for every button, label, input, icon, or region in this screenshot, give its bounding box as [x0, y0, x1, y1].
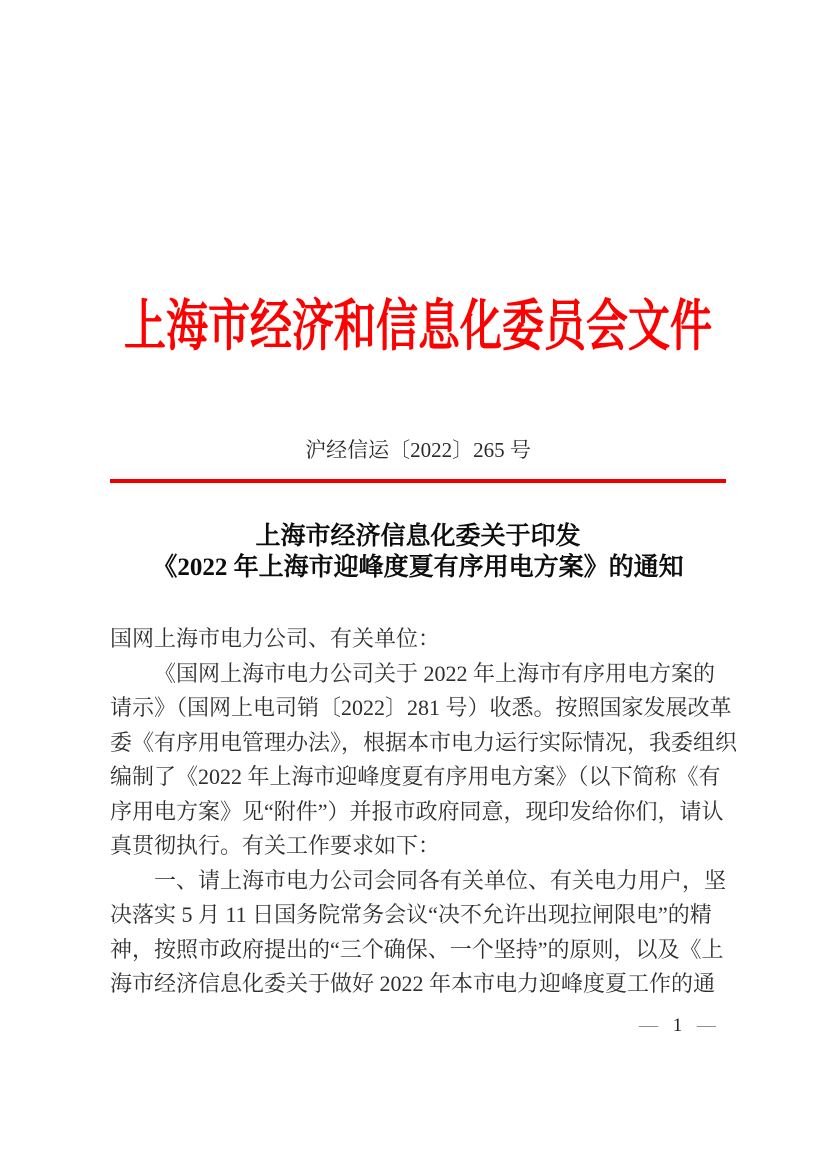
body-line: 国网上海市电力公司、有关单位：	[110, 626, 441, 651]
body-line: 决落实 5 月 11 日国务院常务会议“决不允许出现拉闸限电”的精	[110, 902, 712, 927]
body-line: 委《有序用电管理办法》，根据本市电力运行实际情况，我委组织	[110, 729, 738, 755]
page-number-dash-right: —	[697, 1015, 716, 1036]
document-number: 沪经信运〔2022〕265 号	[305, 438, 531, 462]
red-divider-line	[110, 479, 726, 483]
body-line: 神，按照市政府提出的“三个确保、一个坚持”的原则，以及《上	[110, 936, 724, 962]
body-line: 序用电方案》见“附件”）并报市政府同意，现印发给你们，请认	[110, 798, 724, 824]
document-body	[110, 622, 738, 1002]
document-title	[70, 521, 766, 583]
body-line: 真贯彻执行。有关工作要求如下：	[110, 833, 441, 858]
body-line: 一、请上海市电力公司会同各有关单位、有关电力用户，坚	[154, 867, 727, 893]
body-line: 请示》（国网上电司销〔2022〕281 号）收悉。按照国家发展改革	[110, 695, 732, 720]
page-number-value: 1	[672, 1015, 683, 1036]
body-line: 编制了《2022 年上海市迎峰度夏有序用电方案》（以下简称《有	[110, 764, 721, 789]
document-title-line-1: 上海市经济信息化委关于印发	[255, 523, 581, 550]
body-line: 海市经济信息化委关于做好 2022 年本市电力迎峰度夏工作的通	[110, 971, 716, 996]
document-title-line-2: 《2022 年上海市迎峰度夏有序用电方案》的通知	[152, 554, 684, 581]
letterhead-title: 上海市经济和信息化委员会文件	[123, 297, 712, 359]
letterhead	[110, 288, 726, 368]
page-number-dash-left: —	[639, 1015, 658, 1036]
body-line: 《国网上海市电力公司关于 2022 年上海市有序用电方案的	[154, 660, 716, 686]
page-number	[639, 1012, 716, 1040]
